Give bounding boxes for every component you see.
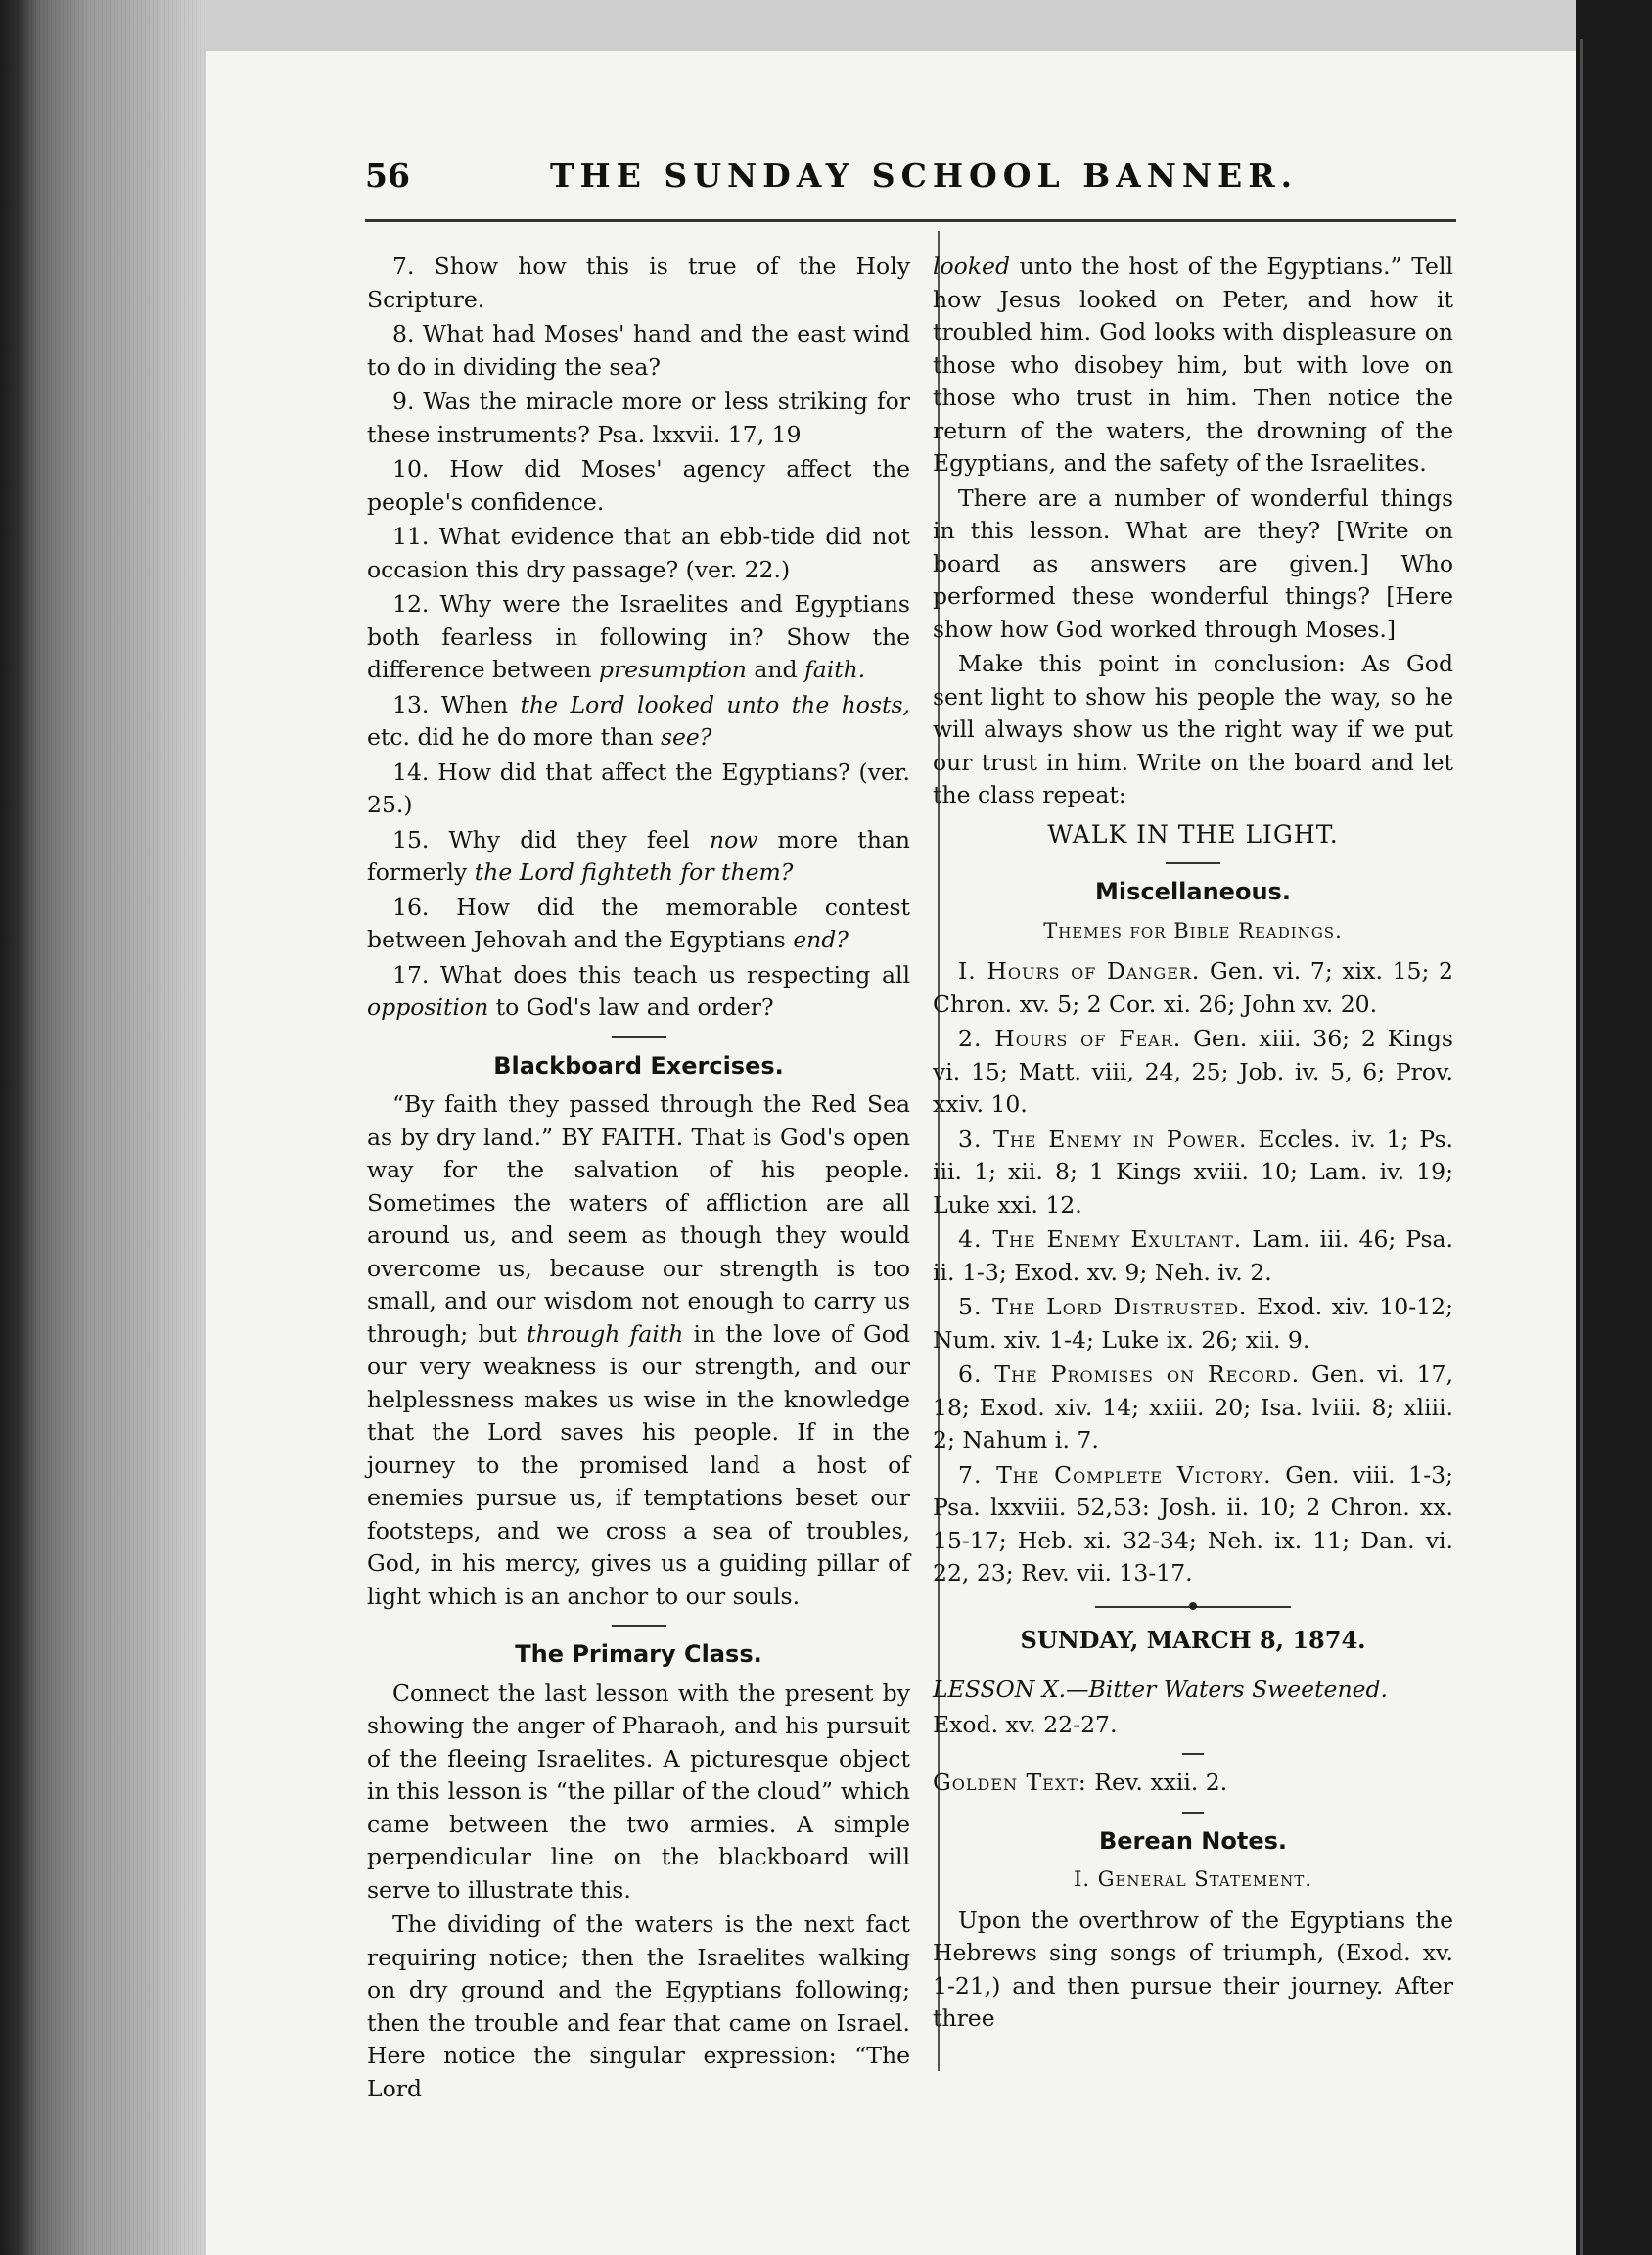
- theme-4-title: 4. The Enemy Exultant.: [958, 1225, 1243, 1253]
- question-13: [367, 689, 910, 755]
- q16-text: 16. How did the memorable contest between Jehovah and the Egyptians: [367, 893, 910, 953]
- theme-4-refs: Lam. iii. 46; Psa. ii. 1-3; Exod. xv. 9; Neh. iv. 2.: [933, 1225, 1453, 1286]
- sunday-date: SUNDAY, MARCH 8, 1874.: [1020, 1625, 1366, 1654]
- cont-italic: looked: [933, 253, 1011, 280]
- primary-paragraph-2: The dividing of the waters is the next fact requiring notice; then the Israelites walking on dry ground and the Egyptians following; then the trouble and fear that came on Israel. Here notice the singular expression: “The Lord: [367, 1910, 910, 2102]
- theme-3: [933, 1124, 1453, 1222]
- question-10: 10. How did Moses' agency affect the people's confidence.: [367, 455, 910, 516]
- bb-text-2: in the love of God our very weakness is our strength, and our helplessness makes us wise in the knowledge that the Lord saves his people. If in the journey to the promised land a host of enemies pursue us, if temptations beset our footsteps, and we cross a sea of troubles, God, in his mercy, gives us a guiding pillar of light which is an anchor to our souls.: [367, 1319, 910, 1610]
- question-17: [367, 959, 910, 1025]
- question-9: 9. Was the miracle more or less striking for these instruments? Psa. lxxvii. 17, 19: [367, 388, 910, 448]
- header-rule: [365, 219, 1456, 222]
- theme-4: [933, 1223, 1453, 1289]
- q17-text-2: to God's law and order?: [488, 993, 774, 1021]
- q17-italic: opposition: [367, 993, 489, 1021]
- question-12: [367, 588, 910, 687]
- lesson-title: [933, 1674, 1453, 1707]
- general-statement-heading: I. General Statement.: [1074, 1867, 1312, 1891]
- theme-1-title: I. Hours of Danger.: [958, 957, 1201, 985]
- paragraph-conclusion: Make this point in conclusion: As God sent light to show his people the way, so he will always show us the right way if we put our trust in him. Write on the board and let the class repeat:: [933, 650, 1453, 808]
- q13-italic: the Lord looked unto the hosts,: [520, 690, 910, 718]
- right-column: [933, 251, 1453, 2038]
- q12-text: 12. Why were the Israelites and Egyptians both fearless in following in? Show the difference between: [367, 590, 910, 683]
- q13-italic-see: see?: [660, 723, 712, 751]
- section-rule: [1166, 862, 1220, 864]
- theme-2-title: 2. Hours of Fear.: [958, 1025, 1182, 1052]
- q16-italic-end: end?: [793, 926, 849, 953]
- golden-text: [933, 1767, 1453, 1800]
- theme-7-title: 7. The Complete Victory.: [958, 1460, 1272, 1489]
- q15-text: 15. Why did they feel: [392, 825, 711, 853]
- theme-7: [933, 1459, 1453, 1590]
- theme-6: [933, 1358, 1453, 1457]
- page-number: 56: [365, 157, 410, 195]
- primary-paragraph-1: Connect the last lesson with the present by showing the anger of Pharaoh, and his pursuit of the fleeing Israelites. A picturesque object in this lesson is “the pillar of the cloud” which came between the two armies. A simple perpendicular line on the blackboard will serve to illustrate this.: [367, 1679, 910, 1904]
- theme-2-refs: Gen. xiii. 36; 2 Kings vi. 15; Matt. viii, 24, 25; Job. iv. 5, 6; Prov. xxiv. 10.: [933, 1025, 1453, 1118]
- blackboard-heading: Blackboard Exercises.: [493, 1051, 784, 1080]
- q15-text-2: more than formerly: [367, 825, 910, 886]
- theme-3-title: 3. The Enemy in Power.: [958, 1125, 1248, 1153]
- q12-italic-faith: faith.: [804, 656, 866, 683]
- q13-text-2: etc. did he do more than: [367, 723, 661, 751]
- miscellaneous-heading: Miscellaneous.: [1095, 878, 1291, 905]
- page-top-margin: [206, 0, 1576, 51]
- short-rule: [1182, 1812, 1204, 1814]
- question-15: [367, 824, 910, 890]
- theme-1: [933, 955, 1453, 1021]
- cont-text: unto the host of the Egyptians.” Tell how Jesus looked on Peter, and how it troubled him. God looks with displeasure on those who disobey him, but with love on those who trust in him. Then notice the return of the waters, the drowning of the Egyptians, and the safety of the Israelites.: [933, 253, 1453, 477]
- q15-italic-2: the Lord fighteth for them?: [474, 858, 794, 886]
- page-edge-line: [1580, 39, 1583, 2255]
- theme-5-refs: Exod. xiv. 10-12; Num. xiv. 1-4; Luke ix. 26; xii. 9.: [933, 1293, 1453, 1354]
- bb-italic: through faith: [527, 1319, 684, 1348]
- left-column: [367, 251, 910, 2107]
- question-8: 8. What had Moses' hand and the east wind to do in dividing the sea?: [367, 320, 910, 381]
- bb-text: “By faith they passed through the Red Sea as by dry land.” BY FAITH. That is God's open way for the salvation of his people. Sometimes the waters of affliction are all around us, and seem as though they would overcome us, because our strength is too small, and our wisdom not enough to carry us through; but: [367, 1090, 910, 1348]
- lesson-reference: Exod. xv. 22-27.: [933, 1710, 1118, 1738]
- golden-text-label: Golden Text:: [933, 1769, 1087, 1796]
- section-rule: [612, 1625, 666, 1627]
- theme-7-refs: Gen. viii. 1-3; Psa. lxxviii. 52,53: Josh. ii. 10; 2 Chron. xx. 15-17; Heb. xi. 32-34; Neh. ix. 11; Dan. vi. 22, 23; Rev. vii. 13-17.: [933, 1460, 1454, 1587]
- lesson-title-text: LESSON X.—Bitter Waters Sweetened.: [933, 1676, 1388, 1703]
- theme-5: [933, 1291, 1453, 1357]
- short-rule: [1182, 1753, 1204, 1755]
- walk-in-light: WALK IN THE LIGHT.: [1047, 819, 1339, 849]
- theme-6-refs: Gen. vi. 17, 18; Exod. xiv. 14; xxiii. 20; Isa. lviii. 8; xliii. 2; Nahum i. 7.: [933, 1360, 1453, 1453]
- golden-text-ref: Rev. xxii. 2.: [1086, 1769, 1228, 1796]
- primary-class-heading: The Primary Class.: [515, 1640, 762, 1668]
- theme-6-title: 6. The Promises on Record.: [958, 1360, 1301, 1388]
- section-rule: [612, 1036, 666, 1038]
- question-7: 7. Show how this is true of the Holy Scripture.: [367, 253, 910, 313]
- blackboard-paragraph: [367, 1088, 910, 1613]
- question-11: 11. What evidence that an ebb-tide did not occasion this dry passage? (ver. 22.): [367, 523, 910, 583]
- q15-italic-now: now: [710, 825, 758, 853]
- theme-2: [933, 1023, 1453, 1122]
- berean-heading: Berean Notes.: [1098, 1826, 1288, 1855]
- q12-italic-presumption: presumption: [598, 656, 747, 683]
- rule-dot: [1189, 1602, 1197, 1610]
- themes-heading: Themes for Bible Readings.: [1043, 918, 1343, 943]
- q13-text: 13. When: [392, 690, 521, 718]
- facing-page-edge: [1576, 0, 1652, 2255]
- running-title: THE SUNDAY SCHOOL BANNER.: [550, 157, 1299, 195]
- general-statement-paragraph: Upon the overthrow of the Egyptians the Hebrews sing songs of triumph, (Exod. xv. 1-21,) and then pursue their journey. After three: [933, 1906, 1453, 2032]
- question-14: 14. How did that affect the Egyptians? (ver. 25.): [367, 758, 910, 818]
- continuation-paragraph: [933, 251, 1453, 481]
- dotted-rule: [1095, 1606, 1291, 1608]
- q12-text-and: and: [746, 656, 804, 683]
- theme-1-refs: Gen. vi. 7; xix. 15; 2 Chron. xv. 5; 2 Cor. xi. 26; John xv. 20.: [933, 957, 1453, 1018]
- book-gutter: [0, 0, 230, 2255]
- theme-3-refs: Eccles. iv. 1; Ps. iii. 1; xii. 8; 1 Kings xviii. 10; Lam. iv. 19; Luke xxi. 12.: [933, 1125, 1453, 1219]
- question-16: [367, 892, 910, 957]
- paragraph-wonderful-things: There are a number of wonderful things in this lesson. What are they? [Write on board as answers are given.] Who performed these wonderful things? [Here show how God worked through Moses.]: [933, 483, 1453, 643]
- q17-text: 17. What does this teach us respecting all: [392, 960, 910, 989]
- theme-5-title: 5. The Lord Distrusted.: [958, 1293, 1248, 1320]
